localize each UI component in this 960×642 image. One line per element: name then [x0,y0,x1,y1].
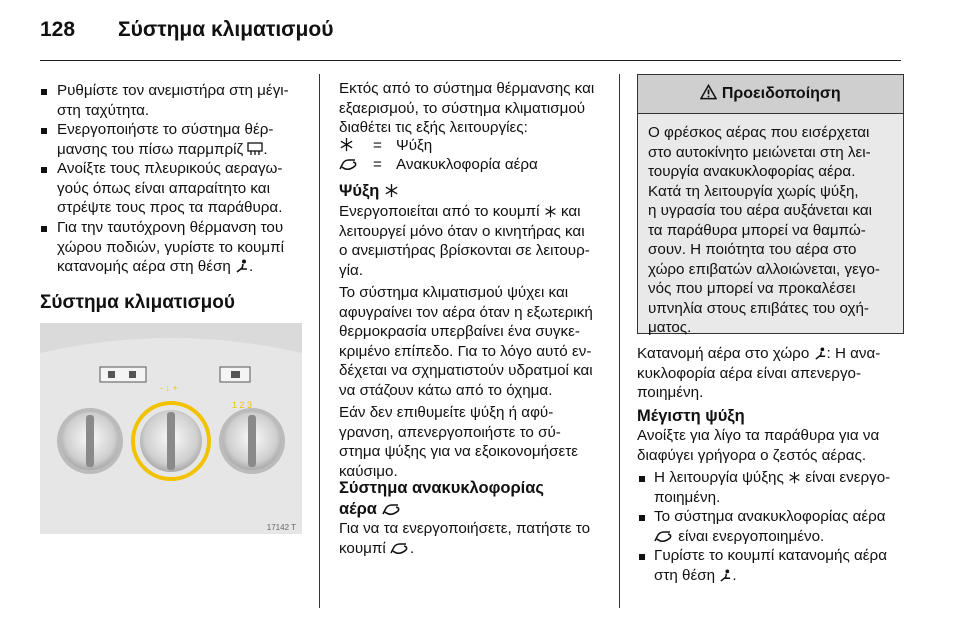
legend-equals: = [373,156,382,173]
text-line: να στάζουν κάτω από το όχημα. [339,381,553,399]
rear-defrost-icon [247,142,263,156]
text-line: εξαερισμού, το σύστημα κλιματισμού [339,99,586,117]
recirculation-heading [339,478,544,520]
svg-text:- ↓ +: - ↓ + [160,383,178,393]
warning-box [637,74,904,334]
list-item [57,159,282,218]
svg-text:1 2 3: 1 2 3 [232,400,253,410]
recirculation-icon [654,530,674,543]
recirculation-icon [339,158,359,171]
text-line: : Η ανα- [826,345,881,362]
warning-body [638,114,903,338]
list-item-line: είναι ενεργοποιημένο. [678,527,825,545]
text-line: γρανση, απενεργοποιήστε το σύ- [339,423,561,441]
header-rule [40,60,901,61]
column-divider-right [619,74,620,608]
max-cooling-paragraph [637,426,879,465]
cooling-paragraph-2 [339,283,593,400]
max-cooling-heading: Μέγιστη ψύξη [637,407,745,425]
page-number: 128 [40,18,76,41]
text-line: υπνηλία στους επιβάτες του οχή- [648,299,869,317]
legend-row [339,155,538,175]
snowflake-icon [384,183,399,198]
list-item-line: Η λειτουργία ψύξης [654,469,784,486]
snowflake-icon [339,137,354,152]
list-item: Για την ταυτόχρονη θέρμανση του χώρου ποδιών, γυρίστε το κουμπί κατανομής αέρα στη θέση . [57,219,284,275]
text-line: Ενεργοποιείται από το κουμπί [339,203,540,220]
recirculation-heading-line: αέρα [339,500,377,518]
bullet-marker [41,89,47,95]
list-item-line: στη θέση [654,566,716,584]
text-line: διαθέτει τις εξής λειτουργίες: [339,119,528,136]
bullet-marker [639,554,645,560]
text-line: δέχεται να σχηματιστούν υδρατμοί και [339,362,593,379]
text-line: κουμπί [339,539,386,557]
snowflake-icon [788,471,801,484]
cooling-heading-text: Ψύξη [339,182,380,200]
recirculation-paragraph: Για να τα ενεργοποιήσετε, πατήστε το κουμπί . [339,520,591,557]
footwell-air-icon [719,569,732,582]
column-divider-left [319,74,320,608]
text-line: γία. [339,261,363,279]
text-line: αφυγραίνει τον αέρα όταν η εξωτερική [339,303,593,321]
list-item-line: στη ταχύτητα. [57,101,150,119]
list-item-line: κατανομής αέρα στη θέση [57,258,231,275]
list-item-line: είναι ενεργο- [805,469,891,486]
footwell-air-icon [235,259,249,273]
legend-text: Ψύξη [396,137,433,154]
text-line: χώρο επιβατών αλλοιώνεται, γεγο- [648,260,880,278]
text-line: και [560,203,581,220]
list-item-line: Ενεργοποιήστε το σύστημα θέρ- [57,121,274,138]
cooling-paragraph-3 [339,403,578,481]
list-item-line: μανσης του πίσω παρμπρίζ [57,140,244,158]
cooling-paragraph-1 [339,202,590,280]
text-line: τουργία ανακυκλοφορίας αέρα. [648,163,856,180]
text-line: στο αυτοκίνητο μειώνεται στη λει- [648,143,871,161]
warning-title: Προειδοποίηση [721,85,841,102]
list-item-line: στρέψτε τους προς τα παράθυρα. [57,199,283,216]
list-item [57,81,289,120]
warning-triangle-icon [700,84,717,100]
snowflake-icon [544,205,557,218]
bullet-marker [41,167,47,173]
section-heading: Σύστημα κλιματισμού [40,292,235,313]
text-line: Εκτός από το σύστημα θέρμανσης και [339,80,595,97]
text-line: Για να τα ενεργοποιήσετε, πατήστε το [339,520,591,537]
text-line: ποιημένη. [637,384,704,401]
text-line: θερμοκρασία υπερβαίνει ένα συγκε- [339,323,580,340]
image-code: 17142 T [266,523,296,532]
text-line: σουν. Η ποιότητα του αέρα στο [648,241,857,258]
recirculation-heading-line: Σύστημα ανακυκλοφορίας [339,479,544,497]
legend-equals: = [373,137,382,154]
text-line: ματος. [648,319,692,336]
legend-row [339,136,433,156]
text-line: Κατά τη λειτουργία χωρίς ψύξη, [648,182,859,200]
text-line: η υγρασία του αέρα αυξάνεται και [648,202,873,219]
list-item-line: Ανοίξτε τους πλευρικούς αεραγω- [57,160,283,177]
text-line: Εάν δεν επιθυμείτε ψύξη ή αφύ- [339,404,554,421]
control-panel-illustration [40,323,302,534]
distribution-paragraph [637,344,880,403]
list-item-line: ποιημένη. [654,488,721,506]
bullet-marker [639,515,645,521]
page-header-title: Σύστημα κλιματισμού [118,18,334,41]
list-item [654,507,886,546]
text-line: Ανοίξτε για λίγο τα παράθυρα για να [637,427,880,444]
text-line: τα παράθυρα μπορεί να θαμπώ- [648,221,866,239]
list-item-line: Το σύστημα ανακυκλοφορίας αέρα [654,508,886,525]
text-line: στημα ψύξης για να εξοικονομήσετε [339,443,579,460]
text-line: ο ανεμιστήρας βρίσκονται σε λειτουρ- [339,242,590,259]
list-item-line: χώρου ποδιών, γυρίστε το κουμπί [57,238,284,256]
warning-header [638,75,903,114]
bullet-marker [639,476,645,482]
recirculation-icon [382,503,402,516]
legend-text: Ανακυκλοφορία αέρα [396,156,538,173]
text-line: κριμένο επίπεδο. Για το λόγο αυτό εν- [339,342,592,360]
list-item-line: Γυρίστε το κουμπί κατανομής αέρα [654,547,887,564]
text-line: κυκλοφορία αέρα είναι απενεργο- [637,364,862,382]
cooling-heading [339,182,399,201]
list-item: Ενεργοποιήστε το σύστημα θέρ- μανσης του πίσω παρμπρίζ . [57,121,274,158]
text-line: νός που μπορεί να προκαλέσει [648,280,856,297]
footwell-air-icon [814,347,827,360]
bullet-marker [41,128,47,134]
list-item [654,468,890,507]
text-line: λειτουργεί μόνο όταν ο κινητήρας και [339,222,585,240]
text-line: Το σύστημα κλιματισμού ψύχει και [339,284,569,301]
text-line: Ο φρέσκος αέρας που εισέρχεται [648,124,870,141]
list-item-line: Για την ταυτόχρονη θέρμανση του [57,219,284,236]
bullet-marker [41,226,47,232]
intro-paragraph [339,79,594,138]
text-line: καύσιμο. [339,462,398,480]
climate-control-panel-image [40,323,302,534]
text-line: διαφύγει γρήγορα ο ζεστός αέρας. [637,446,867,464]
list-item-line: γούς όπως είναι απαραίτητο και [57,179,270,197]
list-item: Γυρίστε το κουμπί κατανομής αέρα στη θέση . [654,547,887,584]
list-item-line: Ρυθμίστε τον ανεμιστήρα στη μέγι- [57,82,289,99]
recirculation-icon [390,542,410,555]
text-line: Κατανομή αέρα στο χώρο [637,345,810,362]
